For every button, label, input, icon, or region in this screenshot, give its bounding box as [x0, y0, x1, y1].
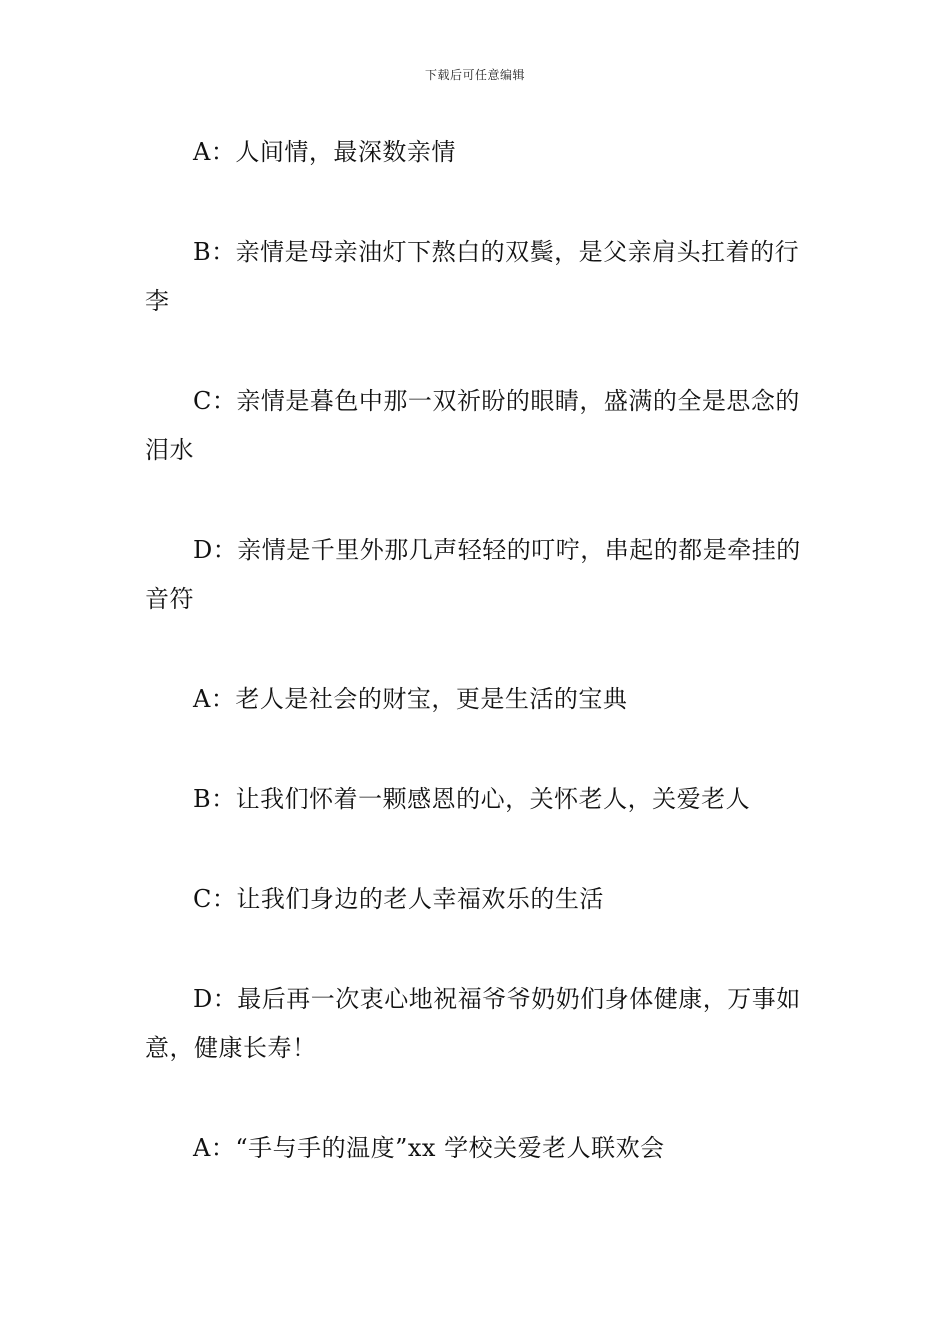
paragraph-c-2: C：让我们身边的老人幸福欢乐的生活	[193, 885, 604, 913]
paragraph-a-3: A：“手与手的温度”xx 学校关爱老人联欢会	[193, 1134, 665, 1162]
paragraph-a-1: A：人间情，最深数亲情	[193, 138, 456, 166]
document-body	[145, 128, 810, 1224]
paragraph-b-2: B：让我们怀着一颗感恩的心，关怀老人，关爱老人	[193, 785, 751, 813]
paragraph-c-1: C：亲情是暮色中那一双祈盼的眼睛，盛满的全是思念的泪水	[145, 387, 800, 464]
paragraph-b-1: B：亲情是母亲油灯下熬白的双鬓，是父亲肩头扛着的行李	[145, 238, 800, 315]
paragraph-a-2: A：老人是社会的财宝，更是生活的宝典	[193, 685, 628, 713]
header-note: 下载后可任意编辑	[424, 68, 525, 82]
paragraph-d-1: D：亲情是千里外那几声轻轻的叮咛，串起的都是牵挂的音符	[145, 536, 801, 613]
paragraph-d-2: D：最后再一次衷心地祝福爷爷奶奶们身体健康，万事如意，健康长寿！	[145, 985, 801, 1062]
